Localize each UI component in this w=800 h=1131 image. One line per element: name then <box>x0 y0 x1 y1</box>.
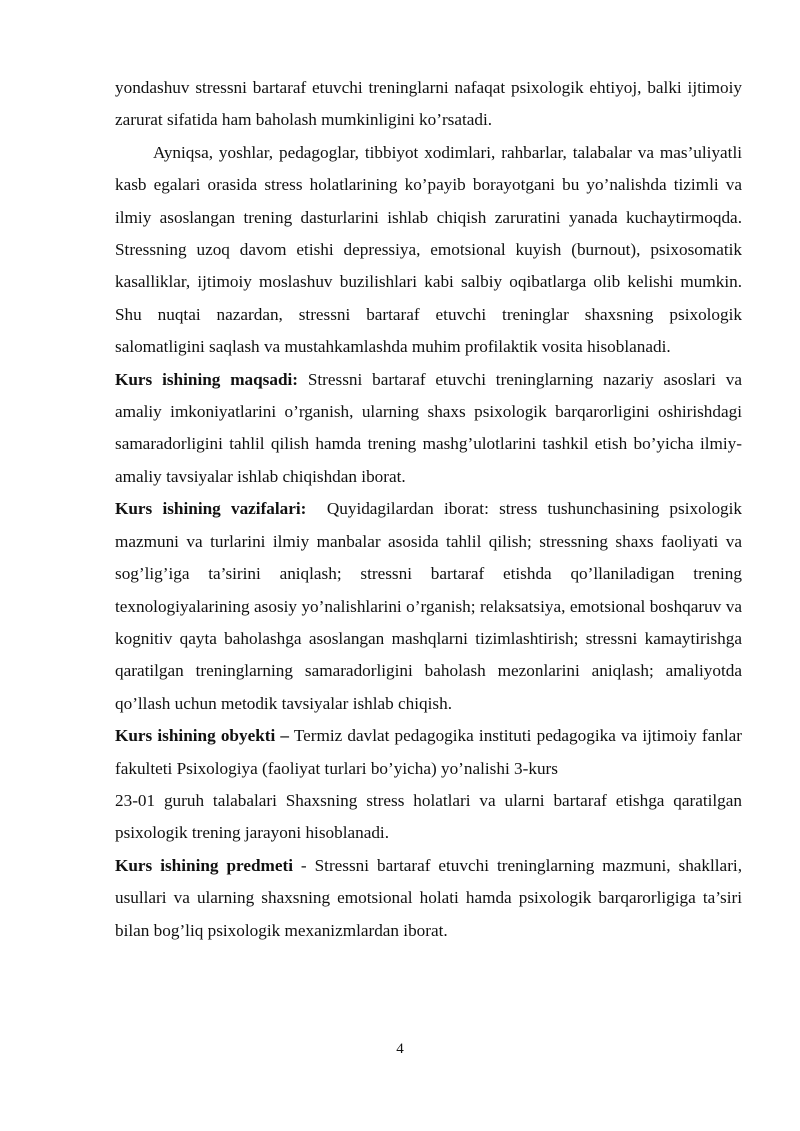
goal-term: Kurs ishining maqsadi: <box>115 369 299 389</box>
intro-paragraph-continuation: yondashuv stressni bartaraf etuvchi treninglarni nafaqat psixologik ehtiyoj, balki ijtimoiy zarurat sifatida ham baholash mumkinligini ko’rsatadi. <box>115 78 742 130</box>
goal-paragraph <box>115 364 742 494</box>
object-term: Kurs ishining obyekti – <box>115 726 289 746</box>
tasks-text: Quyidagilardan iborat: stress tushunchasining psixologik mazmuni va turlarini ilmiy manbalar asosida tahlil qilish; stressning shaxs faoliyati va sog’lig’iga ta’sirini aniqlash; stressni bartaraf etishda qo’llaniladigan trening texnologiyalarining asosiy yo’nalishlarini o’rganish; relaksatsiya, emotsional boshqaruv va kognitiv qayta baholashga asoslangan mashqlarni tizimlashtirish; stressni kamaytirishga qaratilgan treninglarning samaradorligini baholash mezonlarini aniqlash; amaliyotda qo’llash uchun metodik tavsiyalar ishlab chiqish. <box>115 499 747 713</box>
subject-paragraph <box>115 850 742 947</box>
object-paragraph-continuation: 23-01 guruh talabalari Shaxsning stress holatlari va ularni bartaraf etishga qaratilgan psixologik trening jarayoni hisoblanadi. <box>115 790 742 843</box>
tasks-paragraph <box>115 493 747 720</box>
relevance-paragraph: Ayniqsa, yoshlar, pedagoglar, tibbiyot xodimlari, rahbarlar, talabalar va mas’uliyatli kasb egalari orasida stress holatlarining ko’payib borayotgani bu yo’nalishda tizimli va ilmiy asoslangan trening dasturlarini ishlab chiqish zaruratini yanada kuchaytirmoqda. Stressning uzoq davom etishi depressiya, emotsional kuyish (burnout), psixosomatik kasalliklar, ijtimoiy moslashuv buzilishlari kabi salbiy oqibatlarga olib kelishi mumkin. Shu nuqtai nazardan, stressni bartaraf etuvchi treninglar shaxsning psixologik salomatligini saqlash va mustahkamlashda muhim profilaktik vosita hisoblanadi. <box>115 142 742 357</box>
goal-text: Stressni bartaraf etuvchi treninglarning nazariy asoslari va amaliy imkoniyatlarini o’rganish, ularning shaxs psixologik barqarorligini oshirishdagi samaradorligini tahlil qilish hamda trening mashg’ulotlarini tashkil etish bo’yicha ilmiy-amaliy tavsiyalar ishlab chiqishdan iborat. <box>115 369 742 486</box>
object-paragraph <box>115 720 742 785</box>
subject-term: Kurs ishining predmeti <box>115 855 293 875</box>
tasks-term: Kurs ishining vazifalari: <box>115 499 307 519</box>
subject-text: - Stressni bartaraf etuvchi treninglarning mazmuni, shakllari, usullari va ularning shaxsning emotsional holati hamda psixologik barqarorligiga ta’siri bilan bog’liq psixologik mexanizmlardan iborat. <box>115 855 742 940</box>
document-page <box>115 72 747 947</box>
page-number: 4 <box>396 1041 404 1057</box>
object-text: Termiz davlat pedagogika instituti pedagogika va ijtimoiy fanlar fakulteti Psixologiya (faoliyat turlari bo’yicha) yo’nalishi 3-kurs <box>115 726 742 778</box>
